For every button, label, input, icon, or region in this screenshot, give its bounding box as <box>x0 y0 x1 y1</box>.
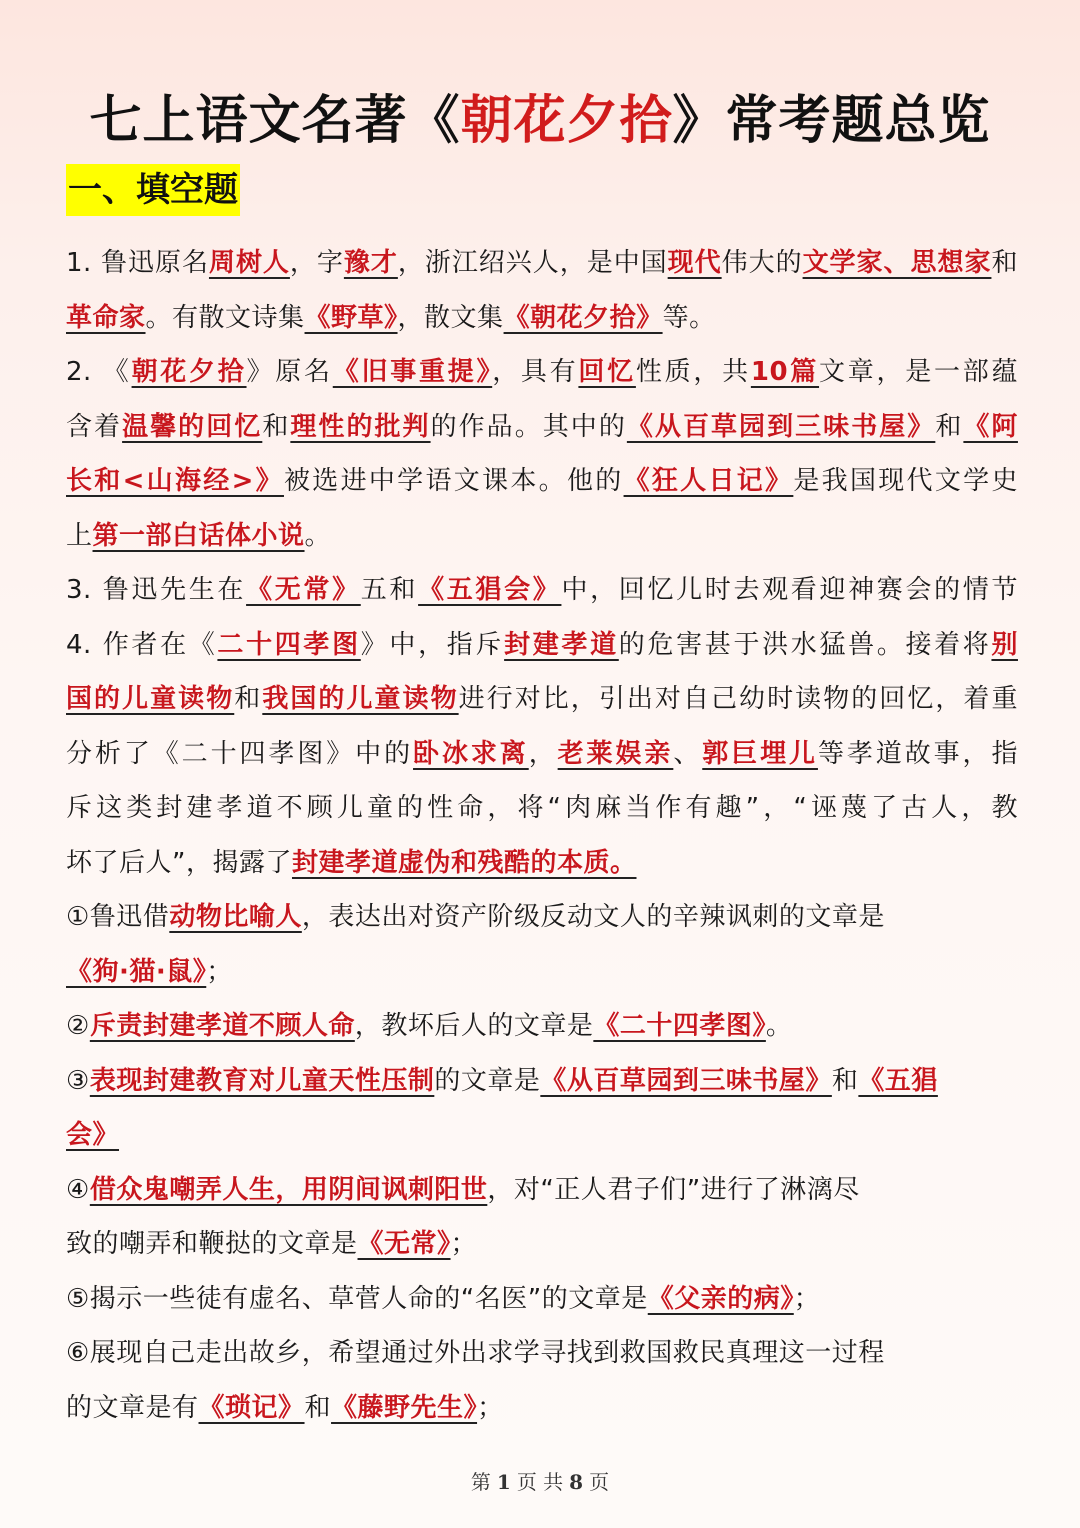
text-line <box>66 945 1018 1000</box>
answer-keyword: 《五猖 <box>858 1065 938 1096</box>
text-line <box>66 1217 1018 1272</box>
answer-keyword: 斥责封建孝道不顾人命 <box>89 1011 355 1041</box>
text-segment: ② <box>66 1011 90 1041</box>
answer-keyword: 《阿 <box>963 411 1018 442</box>
text-line <box>66 727 1018 782</box>
answer-keyword: 动物比喻人 <box>169 902 302 932</box>
text-segment: 》中，指斥 <box>360 629 505 660</box>
text-segment: ， <box>528 738 558 769</box>
text-segment: 的危害甚于洪水猛兽。接着将 <box>618 629 992 660</box>
answer-keyword: 10篇 <box>750 357 820 387</box>
text-segment: 的文章是有 <box>66 1392 199 1423</box>
text-segment: 坏了后人”，揭露了 <box>66 847 292 878</box>
page-title <box>0 78 1080 153</box>
text-segment: 分析了《二十四孝图》中的 <box>66 738 414 769</box>
text-segment: 伟大的 <box>721 248 803 278</box>
text-line <box>66 1272 1018 1327</box>
text-line <box>66 672 1018 727</box>
answer-keyword: 国的儿童读物 <box>66 684 235 714</box>
answer-keyword: 温馨的回忆 <box>122 411 263 442</box>
text-segment: ，具有 <box>492 357 579 387</box>
footer-middle: 页 共 <box>516 1470 564 1494</box>
text-segment: ； <box>793 1283 821 1314</box>
text-segment: ⑤揭示一些徒有虚名、草菅人命的“名医”的文章是 <box>66 1283 648 1314</box>
text-segment: 、 <box>673 738 703 769</box>
text-segment: 的文章是 <box>434 1065 541 1096</box>
answer-keyword: 郭巨埋儿 <box>702 738 818 769</box>
answer-keyword: 文学家、思想家 <box>802 248 992 278</box>
answer-keyword: 《旧事重提》 <box>332 357 493 387</box>
answer-keyword: 《朝花夕拾》 <box>503 302 663 333</box>
text-line <box>66 563 1018 618</box>
answer-keyword: 《无常》 <box>246 575 361 605</box>
text-line <box>66 890 1018 945</box>
text-line <box>66 618 1018 673</box>
text-segment: 性质，共 <box>635 357 751 387</box>
section-heading: 一、填空题 <box>66 164 240 216</box>
answer-keyword: 二十四孝图 <box>217 629 361 660</box>
text-segment: ； <box>450 1229 478 1259</box>
text-segment: 3. 鲁迅先生在 <box>66 575 247 605</box>
footer-prefix: 第 <box>470 1470 491 1494</box>
answer-keyword: 朝花夕拾 <box>131 357 247 387</box>
text-line <box>66 1054 1018 1109</box>
answer-keyword: 《无常》 <box>357 1229 451 1259</box>
text-line <box>66 345 1018 400</box>
text-segment: 含着 <box>66 411 123 442</box>
title-suffix: 》常考题总览 <box>672 91 991 151</box>
answer-keyword: 表现封建教育对儿童天性压制 <box>89 1065 435 1096</box>
answer-keyword: 长和<山海经>》 <box>66 466 284 496</box>
text-segment: ，表达出对资产阶级反动文人的辛辣讽刺的文章是 <box>301 902 885 932</box>
answer-keyword: 《从百草园到三味书屋》 <box>540 1065 832 1096</box>
text-segment: 2. 《 <box>66 357 132 387</box>
text-segment: 。 <box>765 1011 793 1041</box>
answer-keyword: 《二十四孝图》 <box>593 1011 766 1041</box>
text-segment: ④ <box>66 1174 90 1205</box>
answer-keyword: 《藤野先生》 <box>331 1392 478 1423</box>
text-segment: 五和 <box>360 575 419 605</box>
text-line <box>66 509 1018 564</box>
text-line <box>66 291 1018 346</box>
text-segment: 等孝道故事，指 <box>817 738 1018 769</box>
text-segment: 和 <box>234 684 263 714</box>
text-segment: 和 <box>304 1392 332 1423</box>
text-line <box>66 1108 1018 1163</box>
answer-keyword: 封建孝道 <box>504 629 619 660</box>
answer-keyword: 回忆 <box>578 357 636 387</box>
answer-keyword: 《父亲的病》 <box>647 1283 794 1314</box>
text-segment: 。有散文诗集 <box>145 302 305 333</box>
answer-keyword: 《狂人日记》 <box>623 466 794 496</box>
text-line <box>66 999 1018 1054</box>
answer-keyword: 《琐记》 <box>198 1392 305 1423</box>
current-page-number: 1 <box>496 1470 511 1494</box>
text-segment: ； <box>477 1392 504 1423</box>
text-segment: 和 <box>262 411 291 442</box>
text-segment: 中，回忆儿时去观看迎神赛会的情节 <box>561 575 1018 605</box>
text-segment: 斥这类封建孝道不顾儿童的性命，将“肉麻当作有趣”，“诬蔑了古人，教 <box>66 793 1018 823</box>
text-line <box>66 1326 1018 1381</box>
answer-keyword: 《五猖会》 <box>418 575 562 605</box>
text-segment: 和 <box>831 1065 859 1096</box>
text-segment: 进行对比，引出对自己幼时读物的回忆，着重 <box>458 684 1018 714</box>
answer-keyword: 豫才 <box>343 248 398 278</box>
title-book-name: 朝花夕拾 <box>460 91 673 151</box>
answer-keyword: 《从百草园到三味书屋》 <box>626 411 936 442</box>
answer-keyword: 革命家 <box>66 302 146 333</box>
text-segment: ，字 <box>289 248 344 278</box>
answer-keyword: 周树人 <box>208 248 290 278</box>
text-segment: 。 <box>304 520 332 551</box>
answer-keyword: 《狗·猫·鼠》 <box>66 956 207 987</box>
text-line <box>66 400 1018 455</box>
question-content <box>66 236 1018 1435</box>
text-line <box>66 836 1018 891</box>
text-segment: ⑥展现自己走出故乡，希望通过外出求学寻找到救国救民真理这一过程 <box>66 1338 885 1368</box>
text-segment: 》原名 <box>246 357 333 387</box>
total-page-count: 8 <box>569 1470 584 1494</box>
text-segment: ； <box>206 956 233 987</box>
answer-keyword: 我国的儿童读物 <box>262 684 459 714</box>
page-footer <box>0 1466 1080 1495</box>
text-line <box>66 1381 1018 1436</box>
text-line <box>66 236 1018 291</box>
answer-keyword: 会》 <box>66 1120 120 1150</box>
footer-suffix: 页 <box>589 1470 610 1494</box>
text-segment: ，散文集 <box>397 302 504 333</box>
text-segment: 4. 作者在《 <box>66 629 218 660</box>
text-segment: ③ <box>66 1065 90 1096</box>
text-line <box>66 781 1018 836</box>
text-line <box>66 1163 1018 1218</box>
text-segment: 等。 <box>662 302 716 333</box>
text-segment: 上 <box>66 520 93 551</box>
text-segment: ，教坏后人的文章是 <box>354 1011 594 1041</box>
text-segment: 被选进中学语文课本。他的 <box>283 466 624 496</box>
answer-keyword: 第一部白话体小说 <box>92 520 305 551</box>
text-segment: ，对“正人君子们”进行了淋漓尽 <box>487 1174 860 1205</box>
text-segment: 是我国现代文学史 <box>793 466 1018 496</box>
text-segment: 和 <box>991 248 1018 278</box>
title-prefix: 七上语文名著《 <box>89 91 461 151</box>
answer-keyword: 《野草》 <box>304 302 398 333</box>
text-segment: 致的嘲弄和鞭挞的文章是 <box>66 1229 358 1259</box>
answer-keyword: 理性的批判 <box>290 411 431 442</box>
answer-keyword: 封建孝道虚伪和残酷的本质。 <box>291 847 637 878</box>
text-segment: ①鲁迅借 <box>66 902 170 932</box>
answer-keyword: 借众鬼嘲弄人生，用阴间讽刺阳世 <box>89 1174 488 1205</box>
answer-keyword: 现代 <box>667 248 722 278</box>
answer-keyword: 卧冰求离 <box>413 738 529 769</box>
answer-keyword: 老莱娱亲 <box>557 738 674 769</box>
answer-keyword: 别 <box>991 629 1018 660</box>
text-line <box>66 454 1018 509</box>
text-segment: ，浙江绍兴人，是中国 <box>397 248 668 278</box>
text-segment: 1. 鲁迅原名 <box>66 248 209 278</box>
text-segment: 和 <box>935 411 964 442</box>
text-segment: 的作品。其中的 <box>430 411 627 442</box>
text-segment: 文章，是一部蕴 <box>819 357 1018 387</box>
